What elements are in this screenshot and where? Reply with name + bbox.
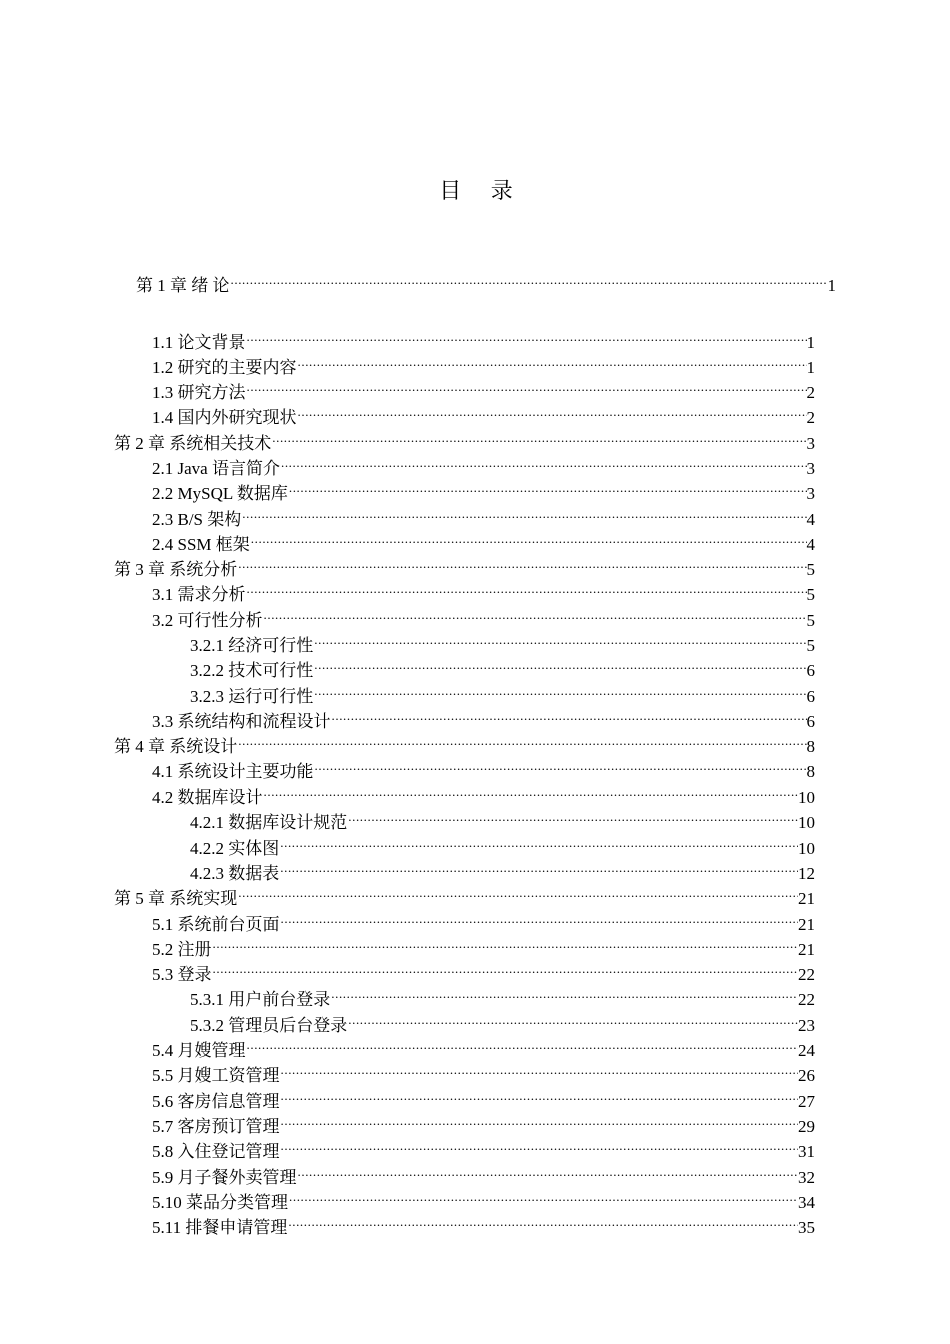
toc-entry-title: 第 5 章 系统实现 bbox=[114, 889, 238, 908]
toc-dot-leader bbox=[279, 829, 798, 854]
toc-entry-title: 4.1 系统设计主要功能 bbox=[152, 762, 314, 781]
toc-dot-leader bbox=[212, 955, 799, 980]
toc-entry-page-number: 34 bbox=[798, 1193, 815, 1212]
toc-entry[interactable] bbox=[152, 525, 815, 554]
toc-entry-title: 第 4 章 系统设计 bbox=[114, 737, 238, 756]
toc-entry-page-number: 5 bbox=[806, 585, 815, 604]
toc-dot-leader bbox=[280, 1132, 799, 1157]
toc-dot-leader bbox=[237, 879, 798, 904]
toc-entry-title: 1.4 国内外研究现状 bbox=[152, 408, 297, 427]
toc-entry[interactable] bbox=[190, 854, 815, 883]
toc-entry-page-number: 10 bbox=[798, 813, 815, 832]
toc-entry[interactable] bbox=[190, 651, 815, 680]
toc-entry[interactable] bbox=[152, 398, 815, 427]
toc-entry[interactable] bbox=[152, 474, 815, 503]
toc-entry[interactable] bbox=[190, 677, 815, 706]
toc-entry-title: 2.1 Java 语言简介 bbox=[152, 459, 280, 478]
toc-dot-leader bbox=[230, 266, 828, 291]
toc-entry-title: 5.7 客房预订管理 bbox=[152, 1117, 280, 1136]
toc-entry-title: 1.3 研究方法 bbox=[152, 383, 246, 402]
toc-dot-leader bbox=[237, 727, 806, 752]
toc-entry-title: 5.3 登录 bbox=[152, 965, 212, 984]
toc-entry[interactable] bbox=[190, 980, 815, 1009]
toc-entry[interactable] bbox=[152, 752, 815, 781]
toc-entry[interactable] bbox=[190, 626, 815, 655]
toc-dot-leader bbox=[271, 424, 806, 449]
toc-entry-page-number: 5 bbox=[806, 560, 815, 579]
toc-entry-title: 5.1 系统前台页面 bbox=[152, 915, 280, 934]
toc-entry[interactable] bbox=[136, 266, 836, 295]
toc-dot-leader bbox=[280, 1056, 799, 1081]
toc-dot-leader bbox=[246, 1031, 799, 1056]
toc-entry[interactable] bbox=[152, 575, 815, 604]
toc-entry-page-number: 8 bbox=[806, 737, 815, 756]
toc-entry[interactable] bbox=[152, 955, 815, 984]
toc-entry-title: 1.1 论文背景 bbox=[152, 333, 246, 352]
toc-entry-page-number: 24 bbox=[798, 1041, 815, 1060]
toc-entry[interactable] bbox=[190, 803, 815, 832]
toc-entry[interactable] bbox=[152, 500, 815, 529]
toc-entry[interactable] bbox=[152, 1132, 815, 1161]
toc-entry[interactable] bbox=[152, 1107, 815, 1136]
toc-entry-title: 2.2 MySQL 数据库 bbox=[152, 484, 288, 503]
toc-entry-page-number: 27 bbox=[798, 1092, 815, 1111]
toc-entry[interactable] bbox=[152, 905, 815, 934]
toc-entry-page-number: 5 bbox=[806, 611, 815, 630]
toc-entry-page-number: 2 bbox=[806, 408, 815, 427]
toc-entry[interactable] bbox=[152, 1208, 815, 1237]
toc-entry-page-number: 6 bbox=[806, 712, 815, 731]
toc-dot-leader bbox=[280, 1082, 799, 1107]
toc-dot-leader bbox=[330, 980, 798, 1005]
toc-entry[interactable] bbox=[152, 702, 815, 731]
toc-dot-leader bbox=[263, 601, 807, 626]
toc-dot-leader bbox=[297, 398, 807, 423]
toc-entry-title: 5.9 月子餐外卖管理 bbox=[152, 1168, 297, 1187]
toc-dot-leader bbox=[297, 348, 807, 373]
toc-entry-page-number: 23 bbox=[798, 1016, 815, 1035]
toc-entry[interactable] bbox=[152, 1082, 815, 1111]
toc-entry-title: 5.5 月嫂工资管理 bbox=[152, 1066, 280, 1085]
toc-dot-leader bbox=[246, 323, 807, 348]
toc-entry[interactable] bbox=[114, 550, 815, 579]
toc-entry[interactable] bbox=[114, 879, 815, 908]
toc-dot-leader bbox=[288, 474, 807, 499]
toc-entry[interactable] bbox=[152, 930, 815, 959]
toc-entry-page-number: 21 bbox=[798, 940, 815, 959]
toc-entry-title: 5.3.2 管理员后台登录 bbox=[190, 1016, 348, 1035]
toc-dot-leader bbox=[241, 500, 806, 525]
toc-dot-leader bbox=[313, 626, 806, 651]
toc-entry[interactable] bbox=[152, 323, 815, 352]
toc-dot-leader bbox=[280, 449, 807, 474]
toc-dot-leader bbox=[280, 905, 799, 930]
toc-entry[interactable] bbox=[152, 449, 815, 478]
toc-entry[interactable] bbox=[152, 348, 815, 377]
toc-dot-leader bbox=[313, 651, 806, 676]
toc-entry-page-number: 1 bbox=[806, 333, 815, 352]
toc-entry[interactable] bbox=[152, 1056, 815, 1085]
toc-entry-title: 5.4 月嫂管理 bbox=[152, 1041, 246, 1060]
toc-dot-leader bbox=[347, 803, 798, 828]
toc-dot-leader bbox=[237, 550, 806, 575]
toc-dot-leader bbox=[246, 575, 807, 600]
toc-entry-title: 第 2 章 系统相关技术 bbox=[114, 434, 272, 453]
toc-entry-page-number: 26 bbox=[798, 1066, 815, 1085]
toc-entry-title: 2.4 SSM 框架 bbox=[152, 535, 250, 554]
toc-entry-title: 5.2 注册 bbox=[152, 940, 212, 959]
toc-dot-leader bbox=[297, 1158, 799, 1183]
toc-entry-title: 5.3.1 用户前台登录 bbox=[190, 990, 331, 1009]
toc-entry-page-number: 4 bbox=[806, 535, 815, 554]
toc-entry-page-number: 29 bbox=[798, 1117, 815, 1136]
toc-dot-leader bbox=[212, 930, 799, 955]
toc-entry-title: 3.1 需求分析 bbox=[152, 585, 246, 604]
toc-entry-page-number: 5 bbox=[806, 636, 815, 655]
toc-entry-page-number: 8 bbox=[806, 762, 815, 781]
toc-entry-page-number: 10 bbox=[798, 788, 815, 807]
toc-entry[interactable] bbox=[114, 727, 815, 756]
toc-entry-title: 第 1 章 绪 论 bbox=[136, 276, 230, 295]
toc-dot-leader bbox=[331, 702, 807, 727]
toc-entry-page-number: 6 bbox=[806, 661, 815, 680]
toc-dot-leader bbox=[288, 1183, 798, 1208]
toc-entry[interactable] bbox=[152, 778, 815, 807]
toc-dot-leader bbox=[246, 373, 807, 398]
toc-dot-leader bbox=[250, 525, 807, 550]
toc-entry-title: 5.8 入住登记管理 bbox=[152, 1142, 280, 1161]
toc-entry-page-number: 2 bbox=[806, 383, 815, 402]
toc-dot-leader bbox=[280, 1107, 799, 1132]
toc-entry[interactable] bbox=[152, 601, 815, 630]
toc-entry-title: 3.2.2 技术可行性 bbox=[190, 661, 314, 680]
toc-entry[interactable] bbox=[190, 829, 815, 858]
toc-entry-page-number: 3 bbox=[806, 459, 815, 478]
toc-entry[interactable] bbox=[152, 373, 815, 402]
toc-entry-page-number: 10 bbox=[798, 839, 815, 858]
toc-entry-title: 3.2.3 运行可行性 bbox=[190, 687, 314, 706]
toc-entry-page-number: 12 bbox=[798, 864, 815, 883]
toc-entry[interactable] bbox=[152, 1031, 815, 1060]
toc-entry-title: 4.2.1 数据库设计规范 bbox=[190, 813, 348, 832]
toc-entry-title: 第 3 章 系统分析 bbox=[114, 560, 238, 579]
toc-dot-leader bbox=[314, 752, 807, 777]
toc-entry-title: 3.3 系统结构和流程设计 bbox=[152, 712, 331, 731]
toc-entry-title: 5.6 客房信息管理 bbox=[152, 1092, 280, 1111]
toc-entry-page-number: 22 bbox=[798, 965, 815, 984]
toc-dot-leader bbox=[347, 1006, 798, 1031]
toc-entry-title: 3.2 可行性分析 bbox=[152, 611, 263, 630]
toc-entry[interactable] bbox=[152, 1158, 815, 1187]
toc-entry-page-number: 21 bbox=[798, 915, 815, 934]
toc-entry[interactable] bbox=[190, 1006, 815, 1035]
toc-entry-page-number: 1 bbox=[806, 358, 815, 377]
toc-entry-page-number: 3 bbox=[806, 434, 815, 453]
toc-entry-page-number: 21 bbox=[798, 889, 815, 908]
toc-entry-title: 4.2 数据库设计 bbox=[152, 788, 263, 807]
toc-entry-page-number: 6 bbox=[806, 687, 815, 706]
toc-entry-page-number: 32 bbox=[798, 1168, 815, 1187]
toc-entry-page-number: 1 bbox=[827, 276, 836, 295]
toc-entry-title: 5.11 排餐申请管理 bbox=[152, 1218, 288, 1237]
toc-entry-title: 1.2 研究的主要内容 bbox=[152, 358, 297, 377]
toc-entry-title: 5.10 菜品分类管理 bbox=[152, 1193, 288, 1212]
toc-entry-page-number: 4 bbox=[806, 510, 815, 529]
toc-entry-title: 4.2.3 数据表 bbox=[190, 864, 280, 883]
toc-entry-title: 4.2.2 实体图 bbox=[190, 839, 280, 858]
toc-entry-page-number: 31 bbox=[798, 1142, 815, 1161]
toc-dot-leader bbox=[279, 854, 798, 879]
toc-entry[interactable] bbox=[114, 424, 815, 453]
toc-entry[interactable] bbox=[152, 1183, 815, 1212]
toc-entry-title: 2.3 B/S 架构 bbox=[152, 510, 242, 529]
toc-entry-page-number: 22 bbox=[798, 990, 815, 1009]
toc-entry-page-number: 35 bbox=[798, 1218, 815, 1237]
toc-entry-title: 3.2.1 经济可行性 bbox=[190, 636, 314, 655]
toc-dot-leader bbox=[263, 778, 799, 803]
toc-entry-page-number: 3 bbox=[806, 484, 815, 503]
toc-dot-leader bbox=[287, 1208, 798, 1233]
page-title: 目 录 bbox=[439, 178, 525, 203]
toc-dot-leader bbox=[313, 677, 806, 702]
